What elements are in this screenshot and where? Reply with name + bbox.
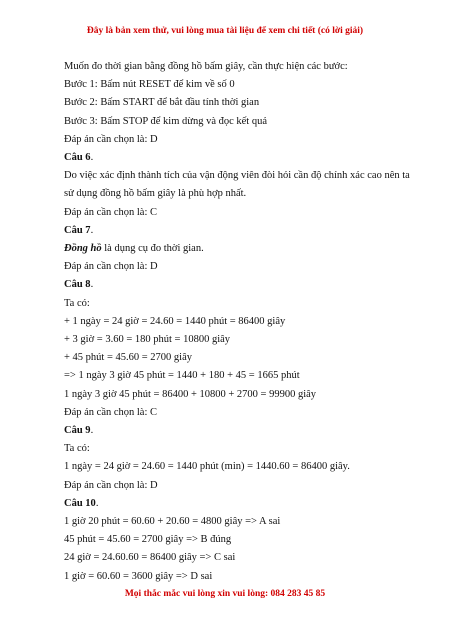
- question-9-line: Ta có:: [64, 443, 90, 455]
- question-8-line: + 45 phút = 45.60 = 2700 giây: [64, 352, 193, 364]
- question-8-title: Câu 8: [64, 279, 91, 291]
- step-1: Bước 1: Bấm nút RESET để kim về số 0: [64, 79, 235, 91]
- question-10-line: 1 giờ = 60.60 = 3600 giây => D sai: [64, 570, 213, 582]
- question-8-line: => 1 ngày 3 giờ 45 phút = 1440 + 180 + 45 = 1665 phút: [64, 370, 300, 382]
- question-8-line: + 1 ngày = 24 giờ = 24.60 = 1440 phút = 86400 giây: [64, 315, 286, 327]
- contact-notice: Mọi thắc mắc vui lòng xin vui lòng: 084 283 45 85: [124, 589, 326, 599]
- question-9-heading: Câu 9.: [64, 425, 94, 437]
- question-7-text: [64, 240, 412, 258]
- question-10-line: 24 giờ = 24.60.60 = 86400 giây => C sai: [64, 552, 236, 564]
- question-9-title: Câu 9: [64, 425, 91, 437]
- question-7-heading: Câu 7.: [64, 224, 94, 236]
- question-10-heading: Câu 10.: [64, 497, 99, 509]
- question-6-heading: Câu 6.: [64, 152, 94, 164]
- answer-prev: Đáp án cần chọn là: D: [64, 133, 158, 145]
- question-8-line: Ta có:: [64, 297, 90, 309]
- question-6-title: Câu 6: [64, 152, 91, 164]
- question-10-line: 1 giờ 20 phút = 60.60 + 20.60 = 4800 giây => A sai: [64, 516, 281, 528]
- document-body: [64, 58, 412, 586]
- question-10-title: Câu 10: [64, 497, 96, 509]
- intro-line: Muốn đo thời gian bằng đồng hồ bấm giây, cần thực hiện các bước:: [64, 61, 348, 72]
- question-6-answer: Đáp án cần chọn là: C: [64, 206, 158, 218]
- question-10-line: 45 phút = 45.60 = 2700 giây => B đúng: [64, 534, 232, 546]
- question-7-emphasis: Đồng hồ: [64, 243, 102, 255]
- question-7-answer: Đáp án cần chọn là: D: [64, 261, 158, 273]
- preview-notice: Đây là bản xem thử, vui lòng mua tài liệu để xem chi tiết (có lời giải): [86, 26, 364, 36]
- question-8-answer: Đáp án cần chọn là: C: [64, 406, 158, 418]
- question-9-line: 1 ngày = 24 giờ = 24.60 = 1440 phút (min) = 1440.60 = 86400 giây.: [64, 461, 350, 473]
- step-3: Bước 3: Bấm STOP để kim dừng và đọc kết quả: [64, 115, 267, 127]
- question-8-line: + 3 giờ = 3.60 = 180 phút = 10800 giây: [64, 334, 231, 346]
- question-6-text: Do việc xác định thành tích của vận động viên đòi hỏi cần độ chính xác cao nên ta sử dụng đồng hồ bấm giây là phù hợp nhất.: [64, 170, 410, 200]
- question-8-heading: Câu 8.: [64, 279, 94, 291]
- question-8-line: 1 ngày 3 giờ 45 phút = 86400 + 10800 + 2700 = 99900 giây: [64, 388, 317, 400]
- question-7-title: Câu 7: [64, 224, 91, 236]
- step-2: Bước 2: Bấm START để bắt đầu tính thời gian: [64, 97, 260, 109]
- question-9-answer: Đáp án cần chọn là: D: [64, 479, 158, 491]
- question-7-rest: là dụng cụ đo thời gian.: [101, 243, 204, 255]
